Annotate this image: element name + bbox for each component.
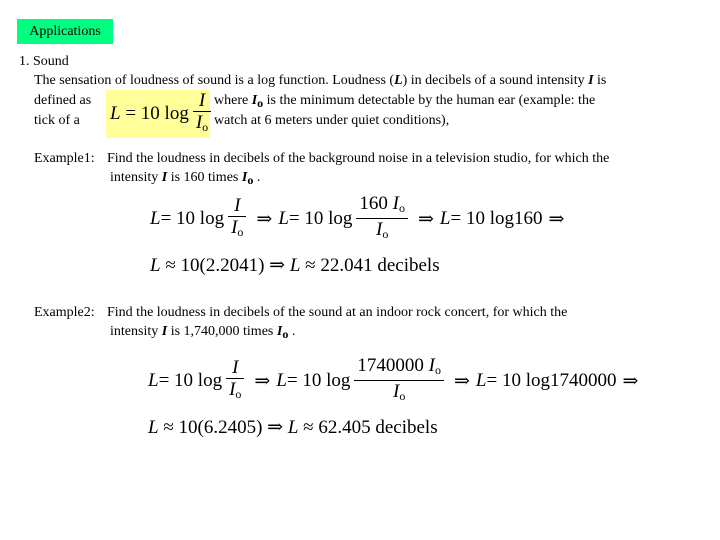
- fraction: [226, 358, 244, 405]
- example-text: intensity: [110, 324, 162, 339]
- intro-text: is: [593, 73, 607, 88]
- var-L: L: [287, 417, 299, 438]
- example1-equation-1: [150, 193, 564, 245]
- fraction-numerator: 160: [359, 192, 393, 214]
- intro-line-2: [214, 92, 595, 112]
- subscript-o: o: [434, 362, 441, 377]
- eq-text: = 10 log: [286, 370, 351, 391]
- eq-text: ≈ 10(2.2041): [160, 255, 270, 276]
- section-title: 1. Sound: [19, 54, 69, 69]
- eq-text: ≈ 10(6.2405): [158, 417, 268, 438]
- fraction-denominator: I: [229, 378, 236, 400]
- eq-text: = 10 log: [158, 370, 223, 391]
- example-text: .: [288, 324, 296, 339]
- subscript-o: o: [237, 224, 244, 239]
- intro-text: is the minimum detectable by the human ear (example: the: [263, 93, 596, 108]
- fraction-numerator: I: [198, 89, 206, 111]
- implies-icon: ⇒: [256, 208, 273, 230]
- example2-equation-2: [148, 416, 438, 439]
- var-I: I: [241, 170, 248, 185]
- var-I: I: [588, 73, 594, 88]
- var-I: I: [161, 324, 168, 339]
- implies-icon: ⇒: [548, 208, 565, 230]
- implies-icon: ⇒: [269, 255, 286, 276]
- var-I: I: [392, 192, 399, 214]
- loudness-formula: [106, 90, 210, 138]
- implies-icon: ⇒: [267, 417, 284, 438]
- var-L: L: [148, 370, 159, 391]
- example1-label: Example1:: [34, 151, 95, 166]
- example-text: is 160 times: [167, 170, 242, 185]
- var-L: L: [150, 208, 161, 229]
- intro-line-3: watch at 6 meters under quiet conditions),: [214, 113, 450, 128]
- subscript-o: o: [282, 327, 289, 341]
- fraction: [228, 196, 246, 243]
- eq-text: = 10 log160: [450, 208, 543, 229]
- example2-label: Example2:: [34, 305, 95, 320]
- var-I: I: [251, 93, 258, 108]
- subscript-o: o: [247, 173, 254, 187]
- var-I: I: [276, 324, 283, 339]
- var-L: L: [289, 255, 301, 276]
- eq-result: ≈ 22.041 decibels: [300, 255, 440, 276]
- eq-result: ≈ 62.405 decibels: [298, 417, 438, 438]
- fraction-denominator: I: [376, 218, 383, 240]
- fraction-denominator: I: [195, 111, 203, 133]
- intro-line-1: [34, 72, 606, 90]
- example-text: intensity: [110, 170, 162, 185]
- eq-text: = 10 log: [160, 208, 225, 229]
- intro-text: ) in decibels of a sound intensity: [402, 73, 589, 88]
- var-L: L: [394, 73, 403, 88]
- subscript-o: o: [257, 96, 264, 110]
- subscript-o: o: [399, 388, 406, 403]
- fraction-denominator: I: [393, 380, 400, 402]
- formula-eq: = 10 log: [120, 103, 189, 124]
- fraction-numerator: I: [234, 194, 241, 216]
- example2-text-1: Find the loudness in decibels of the sound at an indoor rock concert, for which the: [107, 305, 568, 320]
- fraction: [356, 194, 408, 245]
- fraction-denominator: I: [231, 216, 238, 238]
- implies-icon: ⇒: [254, 370, 271, 392]
- intro-line-2-label: defined as: [34, 93, 92, 108]
- intro-line-3-label: tick of a: [34, 113, 80, 128]
- example-text: is 1,740,000 times: [167, 324, 277, 339]
- example2-equation-1: [148, 355, 638, 407]
- eq-text: = 10 log: [288, 208, 353, 229]
- var-L: L: [276, 370, 287, 391]
- var-L: L: [150, 255, 161, 276]
- var-I: I: [161, 170, 168, 185]
- intro-text: The sensation of loudness of sound is a log function. Loudness (: [34, 73, 395, 88]
- eq-text: = 10 log1740000: [486, 370, 617, 391]
- var-L: L: [475, 370, 487, 391]
- var-L: L: [110, 103, 121, 124]
- example1-equation-2: [150, 254, 440, 277]
- applications-tag: Applications: [17, 19, 113, 44]
- example2-text-2: [110, 323, 295, 343]
- intro-text: where: [214, 93, 252, 108]
- subscript-o: o: [398, 200, 405, 215]
- fraction: [354, 356, 444, 407]
- fraction-numerator: 1740000: [357, 354, 429, 376]
- subscript-o: o: [202, 119, 209, 134]
- var-I: I: [428, 354, 435, 376]
- implies-icon: ⇒: [453, 370, 470, 392]
- var-L: L: [148, 417, 159, 438]
- var-L: L: [278, 208, 289, 229]
- var-L: L: [439, 208, 451, 229]
- subscript-o: o: [235, 386, 242, 401]
- subscript-o: o: [382, 226, 389, 241]
- example1-text-2: [110, 169, 260, 189]
- implies-icon: ⇒: [622, 370, 639, 392]
- fraction-numerator: I: [232, 356, 239, 378]
- fraction: [193, 91, 211, 138]
- example1-text-1: Find the loudness in decibels of the background noise in a television studio, for which the: [107, 151, 610, 166]
- implies-icon: ⇒: [417, 208, 434, 230]
- example-text: .: [253, 170, 261, 185]
